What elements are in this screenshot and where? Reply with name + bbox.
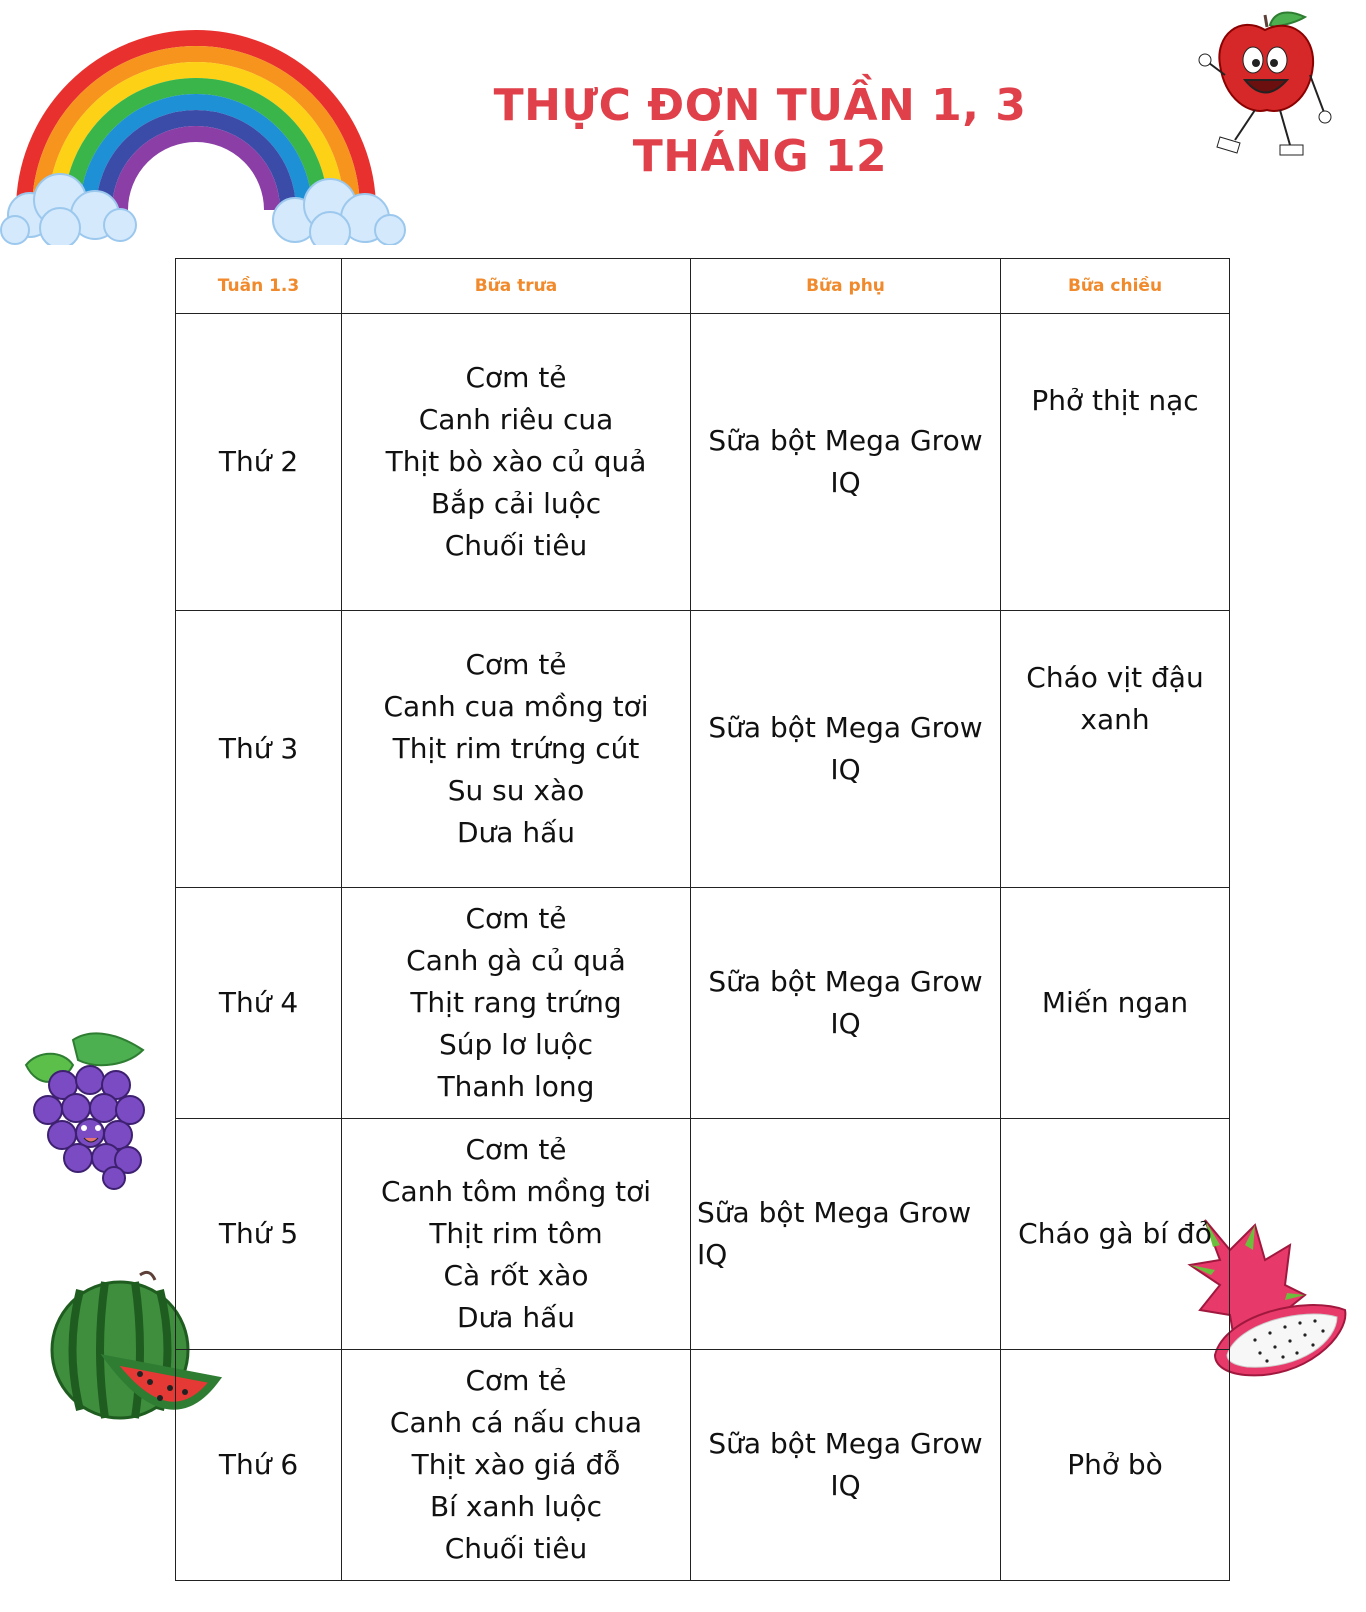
snack-line: IQ xyxy=(830,753,861,786)
header-afternoon: Bữa chiều xyxy=(1001,259,1230,314)
apple-icon xyxy=(1195,5,1345,165)
page-title: THỰC ĐƠN TUẦN 1, 3 THÁNG 12 xyxy=(493,80,1027,182)
afternoon-cell xyxy=(1001,314,1230,611)
table-row xyxy=(176,314,1230,611)
lunch-item: Chuối tiêu xyxy=(444,1532,588,1565)
day-cell: Thứ 6 xyxy=(176,1350,342,1581)
rainbow-icon xyxy=(0,20,410,245)
lunch-item: Súp lơ luộc xyxy=(438,1028,594,1061)
lunch-item: Cơm tẻ xyxy=(465,361,567,394)
snack-line: Sữa bột Mega Grow xyxy=(708,1427,983,1460)
lunch-item: Chuối tiêu xyxy=(444,529,588,562)
afternoon-line: xanh xyxy=(1080,703,1150,736)
lunch-cell xyxy=(342,611,691,888)
afternoon-cell xyxy=(1001,611,1230,888)
afternoon-line: Phở bò xyxy=(1067,1448,1163,1481)
lunch-cell xyxy=(342,1119,691,1350)
lunch-item: Cơm tẻ xyxy=(465,1133,567,1166)
snack-cell xyxy=(691,611,1001,888)
snack-cell xyxy=(691,1350,1001,1581)
table-row xyxy=(176,888,1230,1119)
lunch-item: Cà rốt xào xyxy=(443,1259,589,1292)
header-week: Tuần 1.3 xyxy=(176,259,342,314)
menu-table xyxy=(175,258,1230,1581)
snack-line: Sữa bột Mega Grow xyxy=(708,965,983,998)
snack-line: IQ xyxy=(830,1469,861,1502)
header-snack: Bữa phụ xyxy=(691,259,1001,314)
lunch-item: Thịt rim trứng cút xyxy=(392,732,640,765)
lunch-cell xyxy=(342,1350,691,1581)
lunch-item: Cơm tẻ xyxy=(465,1364,567,1397)
snack-line: IQ xyxy=(830,1007,861,1040)
lunch-item: Cơm tẻ xyxy=(465,648,567,681)
lunch-cell xyxy=(342,888,691,1119)
afternoon-line: Phở thịt nạc xyxy=(1031,384,1199,417)
table-row xyxy=(176,1119,1230,1350)
lunch-item: Canh tôm mồng tơi xyxy=(380,1175,652,1208)
table-row xyxy=(176,611,1230,888)
day-cell: Thứ 5 xyxy=(176,1119,342,1350)
afternoon-line: Miến ngan xyxy=(1041,986,1189,1019)
grape-icon xyxy=(18,1030,153,1190)
table-header-row xyxy=(176,259,1230,314)
table-row xyxy=(176,1350,1230,1581)
lunch-item: Canh gà củ quả xyxy=(406,944,626,977)
snack-line: IQ xyxy=(697,1238,728,1271)
lunch-item: Canh cua mồng tơi xyxy=(383,690,649,723)
snack-line: Sữa bột Mega Grow xyxy=(708,424,983,457)
day-cell: Thứ 4 xyxy=(176,888,342,1119)
afternoon-line: Cháo gà bí đỏ xyxy=(1018,1217,1212,1250)
day-cell: Thứ 2 xyxy=(176,314,342,611)
lunch-item: Su su xào xyxy=(447,774,585,807)
afternoon-cell xyxy=(1001,1350,1230,1581)
lunch-item: Thanh long xyxy=(437,1070,595,1103)
lunch-item: Thịt bò xào củ quả xyxy=(385,445,647,478)
snack-line: Sữa bột Mega Grow xyxy=(697,1196,972,1229)
afternoon-cell xyxy=(1001,888,1230,1119)
lunch-item: Canh riêu cua xyxy=(418,403,614,436)
snack-cell xyxy=(691,1119,1001,1350)
lunch-item: Thịt xào giá đỗ xyxy=(411,1448,621,1481)
lunch-cell xyxy=(342,314,691,611)
header-lunch: Bữa trưa xyxy=(342,259,691,314)
lunch-item: Thịt rim tôm xyxy=(429,1217,603,1250)
lunch-item: Bắp cải luộc xyxy=(430,487,602,520)
afternoon-cell xyxy=(1001,1119,1230,1350)
day-cell: Thứ 3 xyxy=(176,611,342,888)
lunch-item: Canh cá nấu chua xyxy=(389,1406,643,1439)
lunch-item: Thịt rang trứng xyxy=(410,986,622,1019)
lunch-item: Cơm tẻ xyxy=(465,902,567,935)
snack-cell xyxy=(691,314,1001,611)
snack-line: Sữa bột Mega Grow xyxy=(708,711,983,744)
snack-cell xyxy=(691,888,1001,1119)
snack-line: IQ xyxy=(830,466,861,499)
afternoon-line: Cháo vịt đậu xyxy=(1026,661,1204,694)
lunch-item: Dưa hấu xyxy=(456,816,575,849)
lunch-item: Dưa hấu xyxy=(456,1301,575,1334)
lunch-item: Bí xanh luộc xyxy=(429,1490,603,1523)
